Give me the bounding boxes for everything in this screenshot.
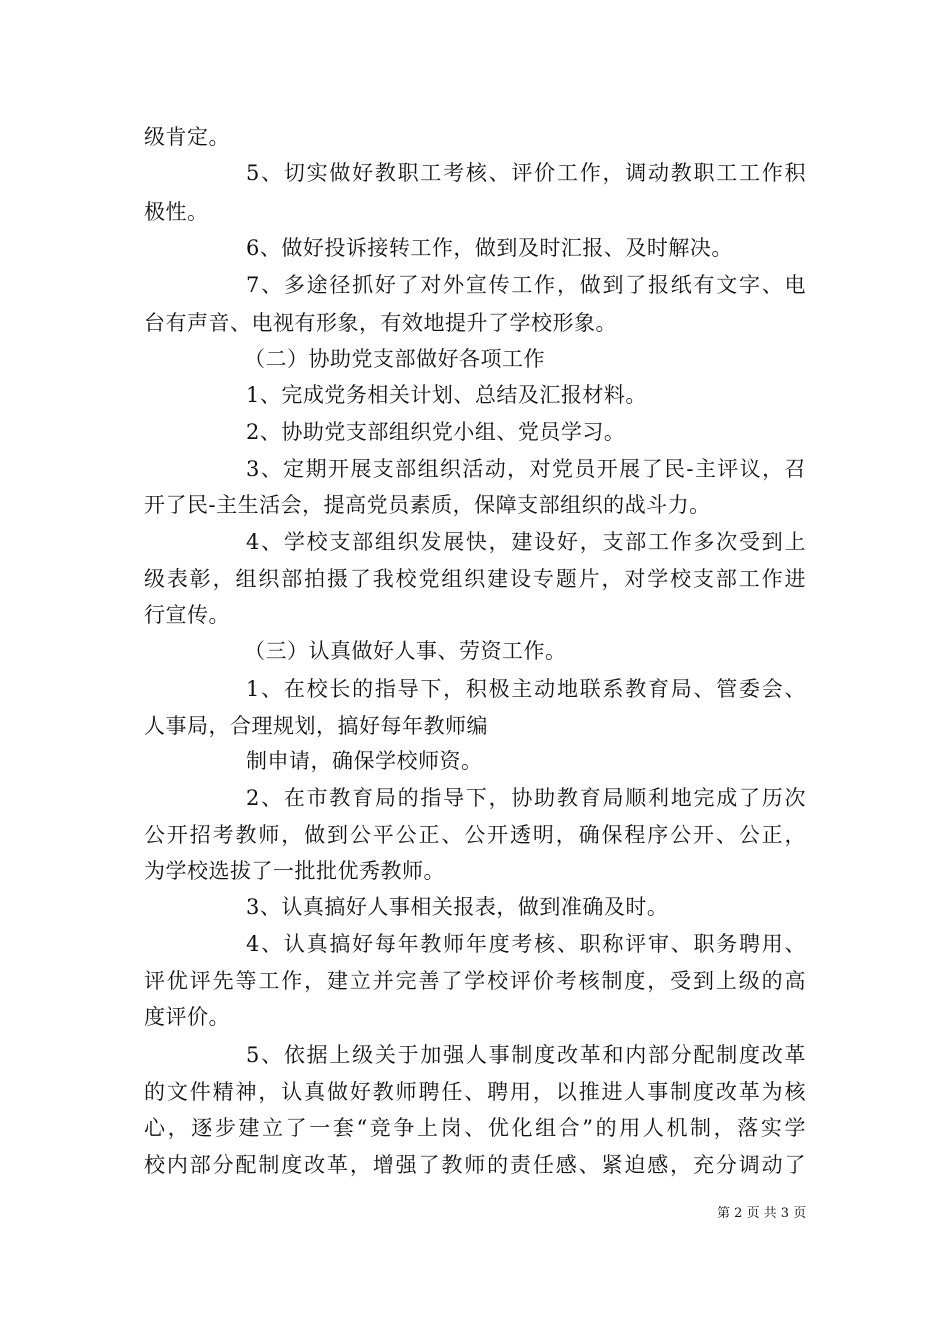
text-line: 6、做好投诉接转工作，做到及时汇报、及时解决。 xyxy=(246,236,733,260)
text-line: 3、认真搞好人事相关报表，做到准确及时。 xyxy=(246,895,669,919)
text-line: 2、协助党支部组织党小组、党员学习。 xyxy=(246,420,626,444)
text-line: 2、在市教育局的指导下，协助教育局顺利地完成了历次 xyxy=(246,786,806,810)
text-line: 公开招考教师，做到公平公正、公开透明，确保程序公开、公正， xyxy=(144,823,806,847)
text-line: 1、在校长的指导下，积极主动地联系教育局、管委会、 xyxy=(246,677,806,701)
text-line: 行宣传。 xyxy=(144,603,230,627)
text-line: 1、完成党务相关计划、总结及汇报材料。 xyxy=(246,383,647,407)
text-line: 5、切实做好教职工考核、评价工作，调动教职工工作积 xyxy=(246,161,806,185)
page-number: 第 2 页 共 3 页 xyxy=(717,1206,807,1221)
text-line: 度评价。 xyxy=(144,1005,230,1029)
text-line: 心，逐步建立了一套“竞争上岗、优化组合”的用人机制，落实学 xyxy=(144,1116,806,1140)
text-line: 3、定期开展支部组织活动，对党员开展了民-主评议，召 xyxy=(246,457,806,481)
text-line: 开了民-主生活会，提高党员素质，保障支部组织的战斗力。 xyxy=(144,493,711,517)
text-line: 7、多途径抓好了对外宣传工作，做到了报纸有文字、电 xyxy=(246,273,806,297)
text-line: 极性。 xyxy=(144,200,209,224)
text-line: 4、认真搞好每年教师年度考核、职称评审、职务聘用、 xyxy=(246,932,806,956)
text-line: 级表彰，组织部拍摄了我校党组织建设专题片，对学校支部工作进 xyxy=(144,567,806,591)
text-line: 校内部分配制度改革，增强了教师的责任感、紧迫感，充分调动了 xyxy=(144,1153,806,1177)
section-heading: （三）认真做好人事、劳资工作。 xyxy=(244,639,567,663)
text-line: 台有声音、电视有形象，有效地提升了学校形象。 xyxy=(144,311,617,335)
text-line: 为学校选拔了一批批优秀教师。 xyxy=(144,859,445,883)
text-line: 5、依据上级关于加强人事制度改革和内部分配制度改革 xyxy=(246,1043,806,1067)
text-line: 制申请，确保学校师资。 xyxy=(246,749,483,773)
text-line: 评优评先等工作，建立并完善了学校评价考核制度，受到上级的高 xyxy=(144,969,806,993)
text-line: 的文件精神，认真做好教师聘任、聘用，以推进人事制度改革为核 xyxy=(144,1080,806,1104)
text-line: 4、学校支部组织发展快，建设好，支部工作多次受到上 xyxy=(246,530,806,554)
text-line: 人事局，合理规划，搞好每年教师编 xyxy=(144,714,488,738)
section-heading: （二）协助党支部做好各项工作 xyxy=(244,347,545,371)
text-line: 级肯定。 xyxy=(144,125,230,149)
